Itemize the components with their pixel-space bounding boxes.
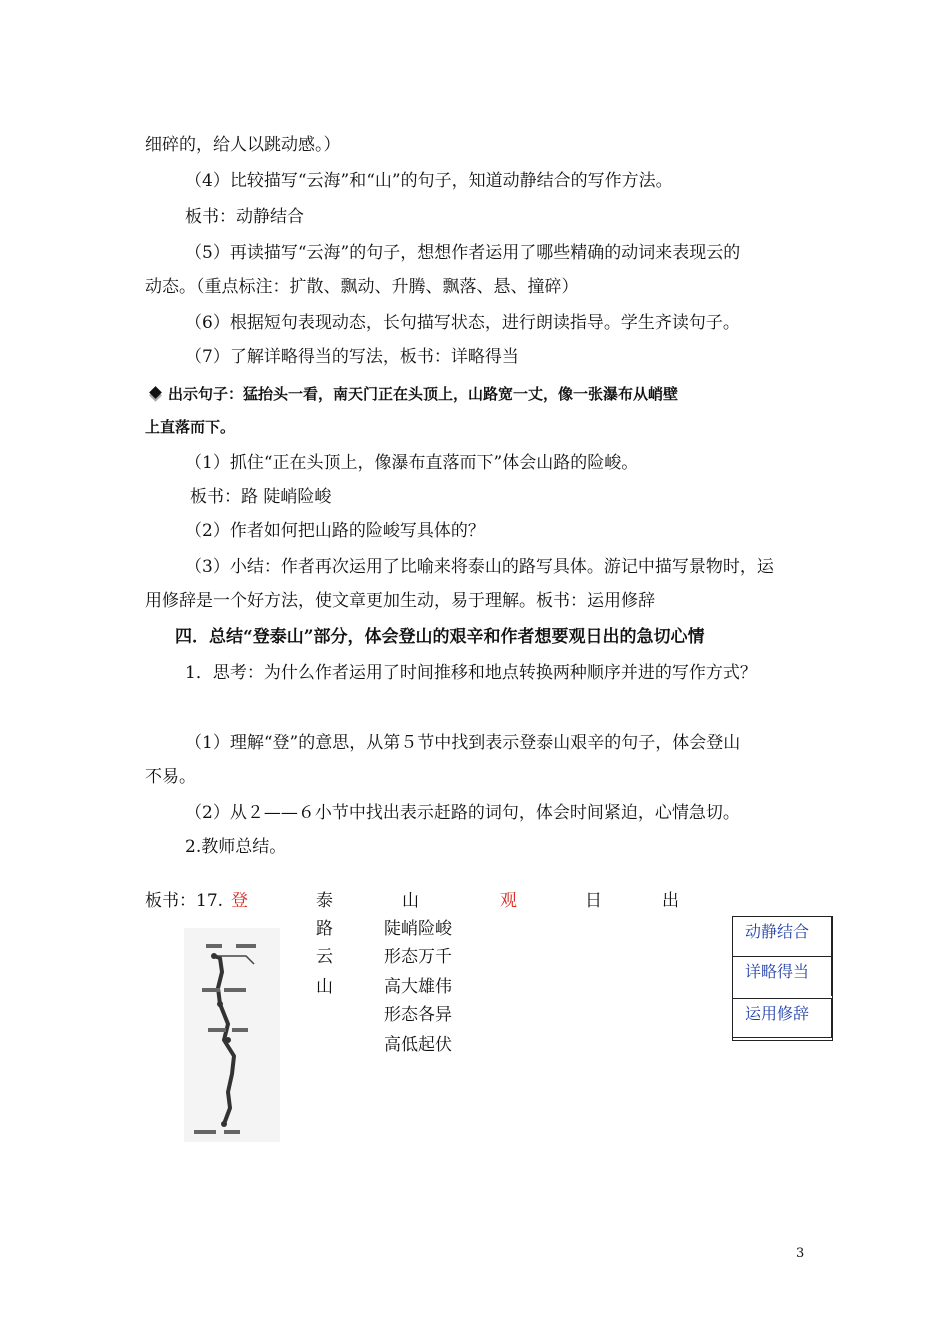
paragraph-line: 动态。（重点标注：扩散、飘动、升腾、飘落、悬、撞碎） [145, 277, 579, 297]
board-box: 运用修辞 [732, 998, 832, 1038]
board-title-ri: 日 [585, 891, 602, 911]
board-title-deng: 登 [231, 891, 248, 911]
paragraph-line: 不易。 [145, 767, 196, 787]
board-item: 形态各异 [384, 1005, 452, 1025]
callout-line: 上直落而下。 [145, 418, 236, 436]
paragraph-line: 板书：路 陡峭险峻 [190, 487, 332, 507]
paragraph-line: 1．思考：为什么作者运用了时间推移和地点转换两种顺序并进的写作方式？ [185, 663, 757, 683]
board-item: 陡峭险峻 [384, 919, 452, 939]
section-heading: 四．总结“登泰山”部分，体会登山的艰辛和作者想要观日出的急切心情 [175, 627, 705, 647]
paragraph-line: （5）再读描写“云海”的句子，想想作者运用了哪些精确的动词来表现云的 [185, 243, 741, 263]
callout-line: 出示句子：猛抬头一看，南天门正在头顶上，山路宽一丈，像一张瀑布从峭壁 [168, 385, 679, 403]
paragraph-line: 2.教师总结。 [185, 837, 287, 857]
paragraph-line: （4）比较描写“云海”和“山”的句子，知道动静结合的写作方法。 [185, 171, 673, 191]
board-item: 形态万千 [384, 947, 452, 967]
board-item: 云 [316, 947, 333, 967]
page-number: 3 [796, 1246, 805, 1261]
board-box: 详略得当 [732, 956, 832, 996]
board-box: 动静结合 [732, 916, 832, 956]
paragraph-line: （7）了解详略得当的写法，板书：详略得当 [185, 347, 519, 367]
paragraph-line: （1）抓住“正在头顶上，像瀑布直落而下”体会山路的险峻。 [185, 453, 639, 473]
paragraph-line: （2）作者如何把山路的险峻写具体的？ [185, 521, 485, 541]
board-item: 高大雄伟 [384, 977, 452, 997]
board-title-shan: 山 [402, 891, 419, 911]
paragraph-line: （6）根据短句表现动态，长句描写状态，进行朗读指导。学生齐读句子。 [185, 313, 740, 333]
board-title-guan: 观 [500, 891, 517, 911]
paragraph-line: （2）从２——６小节中找出表示赶路的词句，体会时间紧迫，心情急切。 [185, 803, 740, 823]
paragraph-line: 细碎的，给人以跳动感。） [145, 135, 341, 155]
board-title-tai: 泰 [316, 891, 333, 911]
paragraph-line: （3）小结：作者再次运用了比喻来将泰山的路写具体。游记中描写景物时，运 [185, 557, 774, 577]
board-title-chu: 出 [662, 891, 679, 911]
board-prefix: 板书：17. [145, 891, 224, 911]
mountain-route-map-image [184, 928, 280, 1142]
paragraph-line: 板书：动静结合 [185, 207, 304, 227]
paragraph-line: （1）理解“登”的意思，从第５节中找到表示登泰山艰辛的句子，体会登山 [185, 733, 741, 753]
board-item: 山 [316, 977, 333, 997]
paragraph-line: 用修辞是一个好方法，使文章更加生动，易于理解。板书：运用修辞 [145, 591, 655, 611]
quoted-sentence [145, 378, 815, 444]
diamond-bullet-icon [149, 386, 162, 399]
board-item: 路 [316, 919, 333, 939]
board-item: 高低起伏 [384, 1035, 452, 1055]
